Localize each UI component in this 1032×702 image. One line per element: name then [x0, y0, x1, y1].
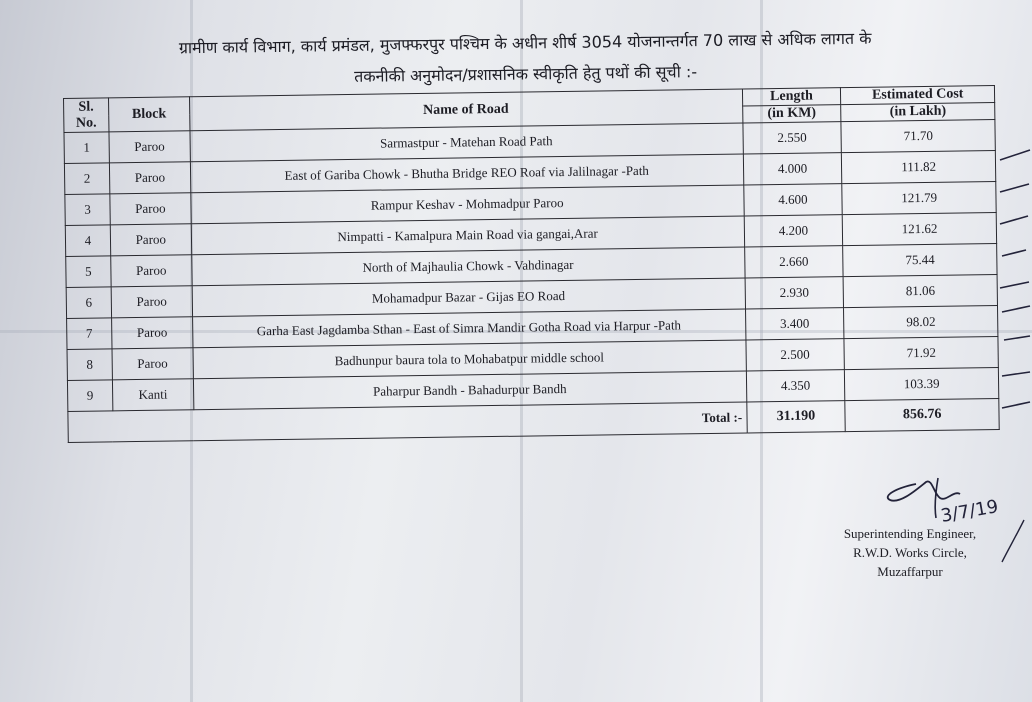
signoff-office: R.W.D. Works Circle, [853, 545, 967, 560]
cell-length: 4.200 [744, 215, 843, 247]
header-cost-unit: (in Lakh) [841, 102, 995, 121]
cell-road-name: North of Majhaulia Chowk - Vahdinagar [191, 247, 744, 286]
header-length-unit: (in KM) [742, 105, 841, 123]
cell-cost: 121.62 [843, 212, 997, 245]
signature-date: 3/7/19 [939, 496, 1000, 527]
cell-cost: 75.44 [843, 243, 997, 276]
cell-sl: 8 [67, 349, 112, 381]
header-sl [64, 98, 109, 133]
cell-length: 2.930 [745, 277, 844, 309]
cell-cost: 71.92 [844, 336, 998, 369]
header-name: Name of Road [189, 89, 742, 131]
cell-block: Paroo [110, 193, 191, 225]
cell-length: 3.400 [745, 308, 844, 340]
cell-block: Paroo [111, 317, 192, 349]
total-cost: 856.76 [845, 398, 999, 431]
cell-cost: 103.39 [845, 367, 999, 400]
cell-sl: 5 [66, 256, 111, 288]
cell-road-name: Garha East Jagdamba Sthan - East of Simra Mandir Gotha Road via Harpur -Path [192, 309, 745, 348]
cell-road-name: Nimpatti - Kamalpura Main Road via gangai,Arar [191, 216, 744, 255]
cell-sl: 6 [66, 287, 111, 319]
cell-road-name: Badhunpur baura tola to Mohabatpur middle school [193, 340, 746, 379]
header-no-label: No. [75, 115, 97, 131]
tick-marks [996, 140, 1032, 440]
cell-cost: 98.02 [844, 305, 998, 338]
cell-cost: 121.79 [842, 181, 996, 214]
cell-block: Paroo [111, 286, 192, 318]
cell-length: 4.350 [746, 370, 845, 402]
cell-length: 2.660 [744, 246, 843, 278]
cell-block: Paroo [112, 348, 193, 380]
cell-road-name: Rampur Keshav - Mohmadpur Paroo [191, 185, 744, 224]
cell-sl: 2 [64, 163, 109, 195]
heading-line-2: तकनीकी अनुमोदन/प्रशासनिक स्वीकृति हेतु पथों की सूची :- [354, 62, 698, 86]
cell-sl: 3 [65, 194, 110, 226]
cell-length: 4.000 [743, 153, 842, 185]
roads-table [63, 85, 1000, 443]
cell-block: Paroo [111, 255, 192, 287]
header-cost: Estimated Cost [841, 85, 995, 104]
header-sl-label: Sl. [78, 99, 94, 115]
cell-sl: 7 [67, 318, 112, 350]
document-heading [60, 21, 991, 96]
cell-road-name: Mohamadpur Bazar - Gijas EO Road [192, 278, 745, 317]
cell-block: Paroo [109, 162, 190, 194]
cell-length: 4.600 [743, 184, 842, 216]
cell-road-name: Paharpur Bandh - Bahadurpur Bandh [193, 371, 746, 410]
cell-road-name: East of Gariba Chowk - Bhutha Bridge REO Roaf via Jalilnagar -Path [190, 154, 743, 193]
cell-block: Paroo [110, 224, 191, 256]
cell-sl: 1 [64, 132, 109, 164]
cell-road-name: Sarmastpur - Matehan Road Path [190, 123, 743, 162]
cell-cost: 71.70 [841, 119, 995, 152]
header-block: Block [108, 97, 189, 132]
total-length: 31.190 [746, 401, 845, 433]
cell-block: Kanti [112, 379, 193, 411]
signoff-designation: Superintending Engineer, [843, 526, 977, 541]
signoff-block [830, 524, 990, 581]
total-label: Total :- [68, 402, 747, 442]
cell-block: Paroo [109, 131, 190, 163]
header-length: Length [742, 88, 841, 106]
cell-sl: 4 [65, 225, 110, 257]
cell-cost: 81.06 [843, 274, 997, 307]
cell-cost: 111.82 [842, 150, 996, 183]
cell-length: 2.550 [742, 122, 841, 154]
cell-length: 2.500 [746, 339, 845, 371]
signoff-location: Muzaffarpur [877, 564, 943, 579]
cell-sl: 9 [67, 380, 112, 412]
heading-line-1: ग्रामीण कार्य विभाग, कार्य प्रमंडल, मुजफ्फरपुर पश्चिम के अधीन शीर्ष 3054 योजनान्तर्गत 70 लाख से अधिक लागत के [178, 28, 872, 58]
